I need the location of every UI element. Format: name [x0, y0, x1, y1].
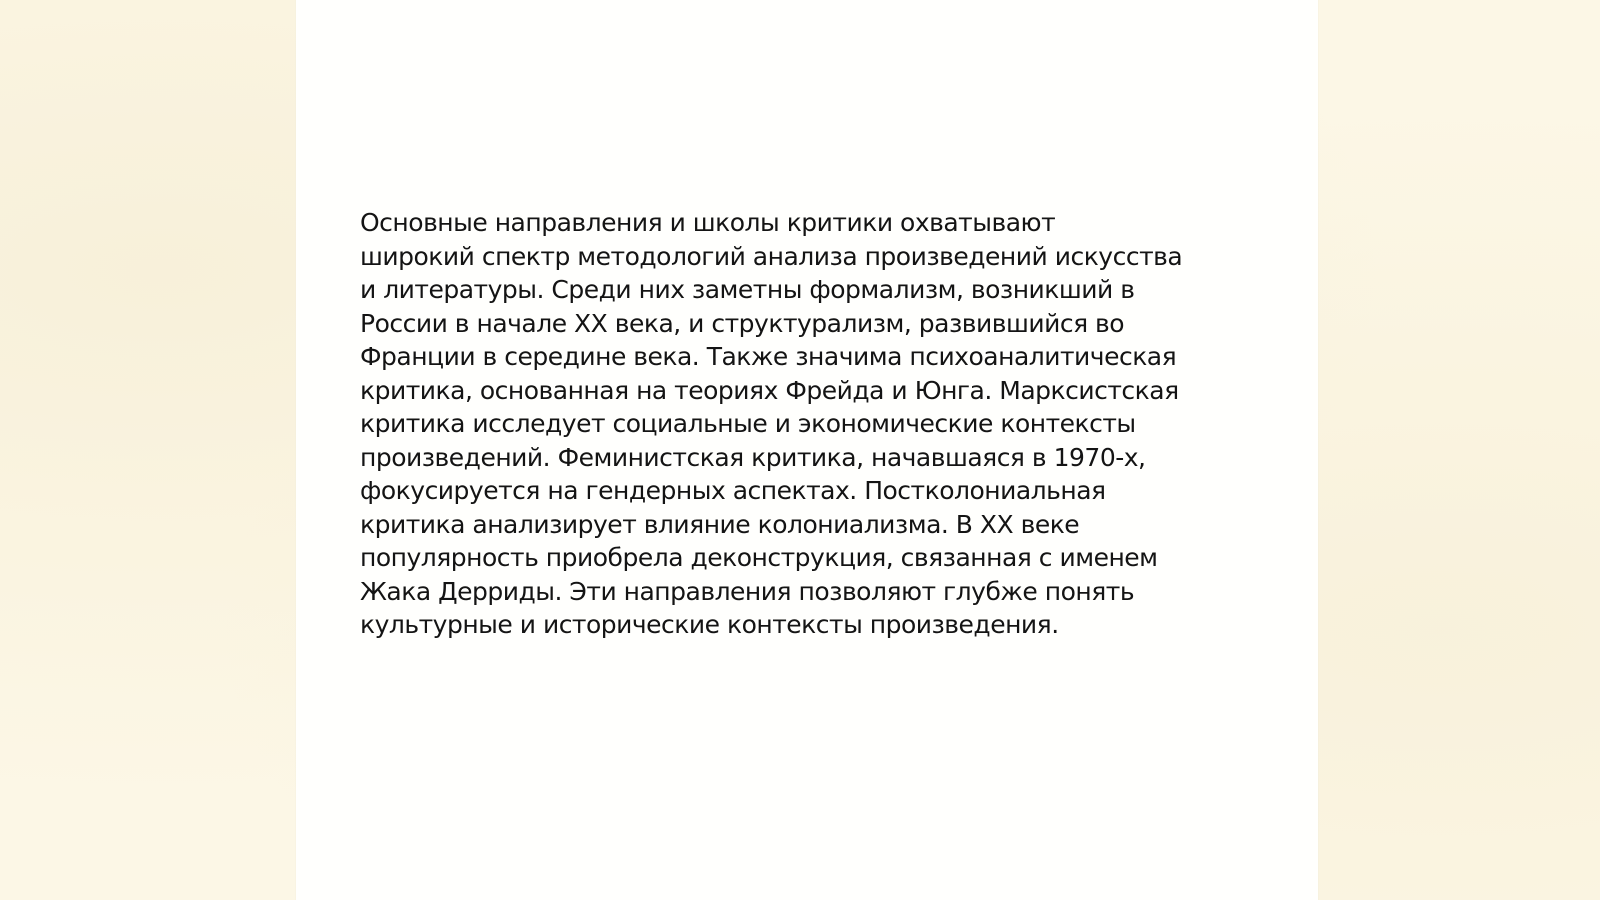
- body-text-line: Жака Дерриды. Эти направления позволяют глубже понять: [360, 576, 1135, 606]
- body-text-line: критика, основанная на теориях Фрейда и Юнга. Марксистская: [360, 375, 1179, 405]
- body-text-line: широкий спектр методологий анализа произведений искусства: [360, 241, 1183, 271]
- body-text-line: Франции в середине века. Также значима психоаналитическая: [360, 342, 1177, 371]
- body-text-line: популярность приобрела деконструкция, связанная с именем: [360, 543, 1158, 572]
- body-text-line: критика исследует социальные и экономические контексты: [360, 409, 1136, 438]
- body-text-line: России в начале XX века, и структурализм, развившийся во: [360, 308, 1125, 338]
- body-text-line: Основные направления и школы критики охватывают: [360, 208, 1056, 237]
- body-text-line: произведений. Феминистская критика, начавшаяся в 1970-х,: [360, 442, 1146, 472]
- body-text-line: фокусируется на гендерных аспектах. Постколониальная: [360, 476, 1106, 505]
- body-text-line: и литературы. Среди них заметны формализм, возникший в: [360, 275, 1135, 304]
- body-text-line: критика анализирует влияние колониализма. В XX веке: [360, 509, 1080, 539]
- slide-canvas: [296, 0, 1318, 900]
- body-text-line: культурные и исторические контексты произведения.: [360, 610, 1059, 639]
- slide-body-text: [360, 206, 1250, 642]
